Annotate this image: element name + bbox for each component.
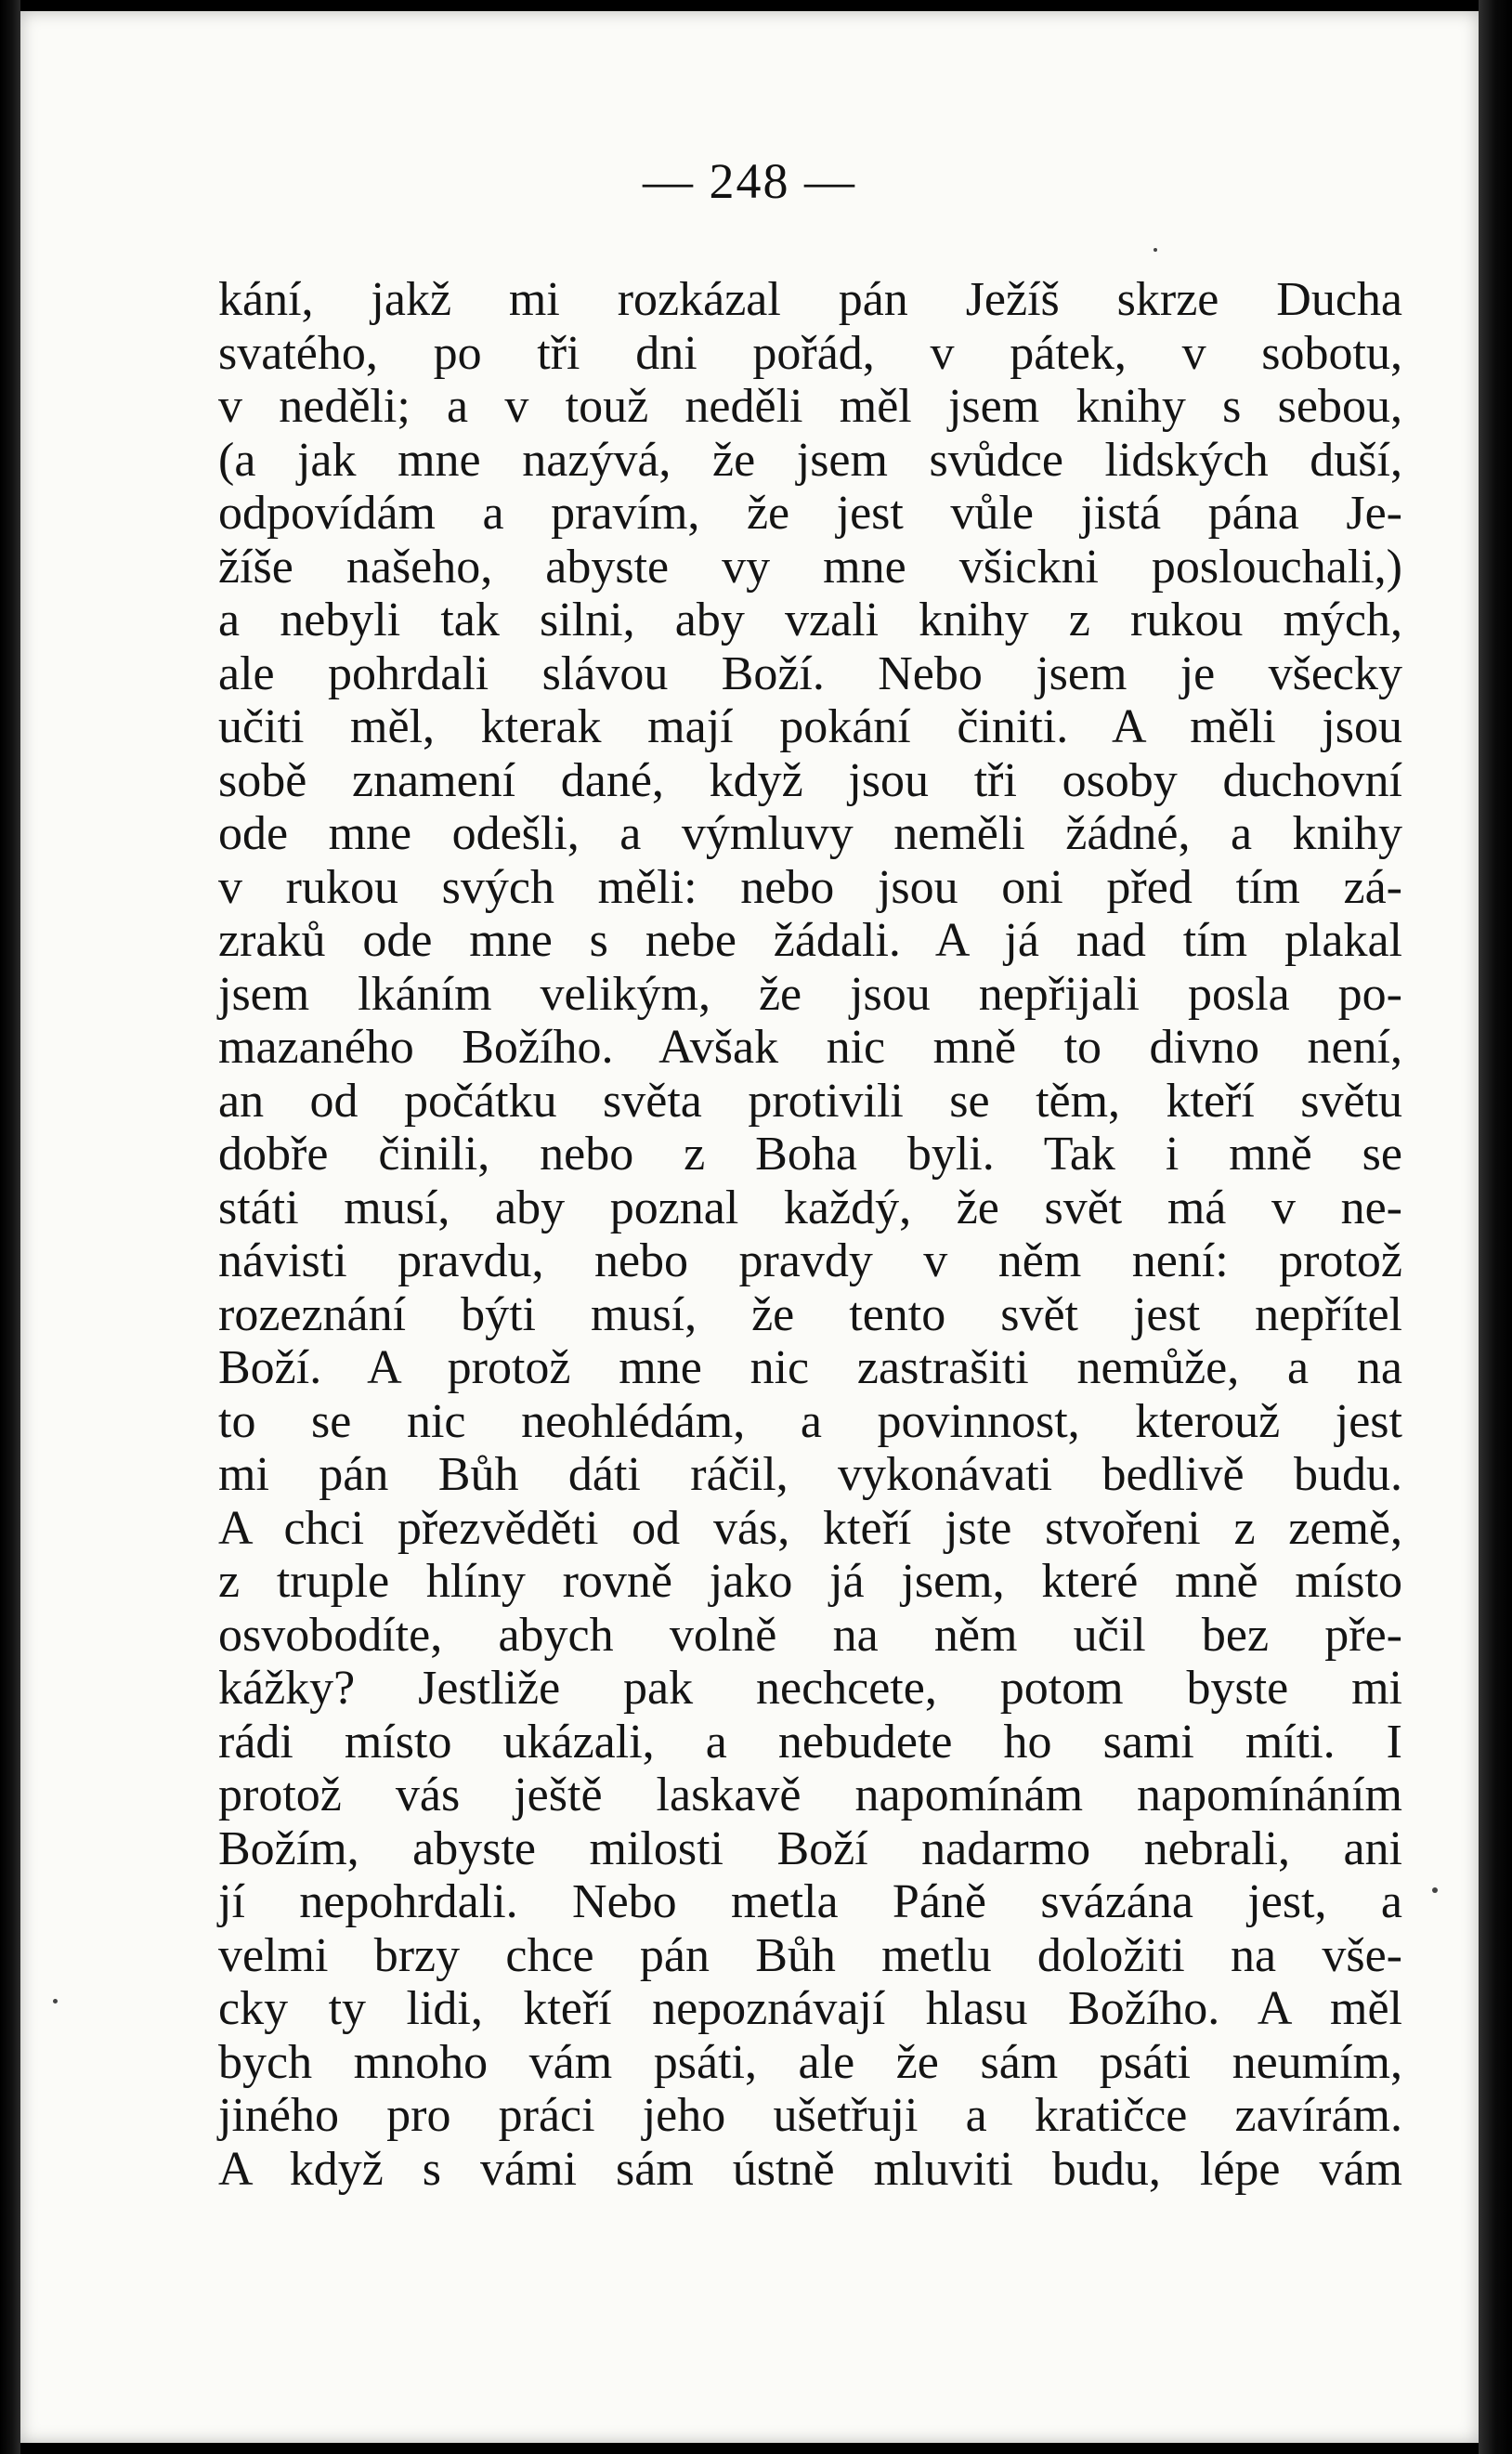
text-line-8: ale pohrdali slávou Boží. Nebo jsem je všecky <box>218 646 1402 700</box>
text-line-29: protož vás ještě laskavě napomínám napomínáním <box>218 1769 1402 1821</box>
text-line-9: učiti měl, kterak mají pokání činiti. A měli jsou <box>218 700 1402 753</box>
scan-edge-right <box>1479 0 1512 2454</box>
text-line-16: an od počátku světa protivili se těm, kteří světu <box>218 1074 1402 1128</box>
text-line-3: v neděli; a v touž neděli měl jsem knihy s sebou, <box>218 380 1402 433</box>
scan-speck <box>53 1999 58 2004</box>
text-line-20: rozeznání býti musí, že tento svět jest nepřítel <box>218 1287 1402 1341</box>
text-line-24: A chci přezvěděti od vás, kteří jste stvořeni z země, <box>218 1501 1402 1555</box>
text-line-11: ode mne odešli, a výmluvy neměli žádné, a knihy <box>218 807 1402 860</box>
text-line-12: v rukou svých měli: nebo jsou oni před tím zá- <box>218 860 1402 914</box>
text-line-34: bych mnoho vám psáti, ale že sám psáti neumím, <box>218 2035 1402 2089</box>
text-line-32: velmi brzy chce pán Bůh metlu doložiti na vše- <box>218 1928 1402 1982</box>
text-line-23: mi pán Bůh dáti ráčil, vykonávati bedlivě budu. <box>218 1448 1402 1501</box>
text-line-5: odpovídám a pravím, že jest vůle jistá pána Je- <box>218 487 1402 540</box>
text-line-30: Božím, abyste milosti Boží nadarmo nebrali, ani <box>218 1821 1402 1875</box>
scan-speck <box>1154 248 1157 252</box>
text-line-7: a nebyli tak silni, aby vzali knihy z rukou mých, <box>218 594 1402 646</box>
text-line-2: svatého, po tři dni pořád, v pátek, v sobotu, <box>218 326 1402 380</box>
text-line-1: kání, jakž mi rozkázal pán Ježíš skrze Ducha <box>218 273 1402 326</box>
text-line-26: osvobodíte, abych volně na něm učil bez pře- <box>218 1608 1402 1662</box>
text-line-36: A když s vámi sám ústně mluviti budu, lépe vám <box>218 2142 1402 2196</box>
text-line-14: jsem lkáním velikým, že jsou nepřijali posla po- <box>218 967 1402 1021</box>
text-line-21: Boží. A protož mne nic zastrašiti nemůže, a na <box>218 1341 1402 1394</box>
text-line-6: žíše našeho, abyste vy mne všickni poslouchali,) <box>218 540 1402 594</box>
text-line-4: (a jak mne nazývá, že jsem svůdce lidských duší, <box>218 433 1402 487</box>
book-page <box>20 11 1479 2443</box>
text-line-18: státi musí, aby poznal každý, že svět má v ne- <box>218 1181 1402 1234</box>
text-line-17: dobře činili, nebo z Boha byli. Tak i mně se <box>218 1128 1402 1181</box>
text-line-15: mazaného Božího. Avšak nic mně to divno není, <box>218 1021 1402 1074</box>
text-line-28: rádi místo ukázali, a nebudete ho sami míti. I <box>218 1715 1402 1769</box>
scan-speck <box>1432 1887 1438 1893</box>
text-line-31: jí nepohrdali. Nebo metla Páně svázána jest, a <box>218 1875 1402 1928</box>
text-line-13: zraků ode mne s nebe žádali. A já nad tím plakal <box>218 914 1402 967</box>
text-line-25: z truple hlíny rovně jako já jsem, které mně místo <box>218 1555 1402 1608</box>
text-line-33: cky ty lidi, kteří nepoznávají hlasu Božího. A měl <box>218 1982 1402 2035</box>
text-line-35: jiného pro práci jeho ušetřuji a kratičce zavírám. <box>218 2089 1402 2142</box>
page-number: — 248 — <box>643 153 856 209</box>
scan-edge-left <box>0 0 20 2454</box>
text-line-10: sobě znamení dané, když jsou tři osoby duchovní <box>218 753 1402 807</box>
text-line-22: to se nic neohlédám, a povinnost, kterouž jest <box>218 1394 1402 1448</box>
body-text <box>218 273 1402 2196</box>
text-line-19: návisti pravdu, nebo pravdy v něm není: protož <box>218 1234 1402 1287</box>
text-line-27: kážky? Jestliže pak nechcete, potom byste mi <box>218 1662 1402 1715</box>
